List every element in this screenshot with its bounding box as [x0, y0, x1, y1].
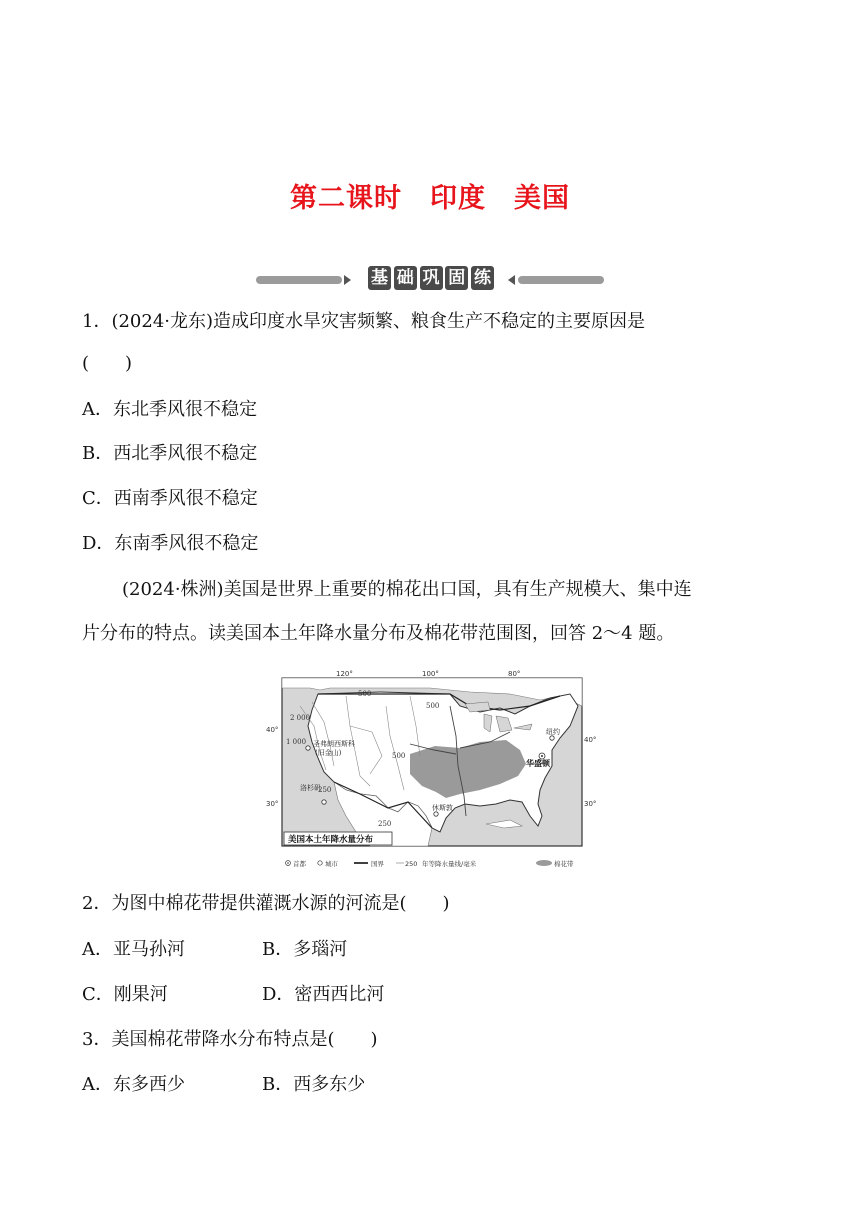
isohyet-label: 1 000 — [286, 738, 307, 746]
lat-label-30-right: 30° — [584, 800, 597, 808]
city-la-marker — [322, 800, 326, 804]
question-2-option-a: A．亚马孙河 — [82, 939, 185, 960]
question-2-option-d: D．密西西比河 — [262, 984, 385, 1005]
section-banner — [250, 266, 610, 294]
banner-left-bar — [256, 276, 342, 284]
question-1-option-c: C．西南季风很不稳定 — [82, 488, 258, 509]
city-houston-marker — [434, 812, 438, 816]
isohyet-label: 2 000 — [290, 714, 311, 722]
legend-capital-label: 首都 — [293, 860, 306, 868]
city-ny-label: 纽约 — [546, 728, 560, 736]
legend-isohyet-value: 250 — [405, 860, 418, 868]
map-caption: 美国本土年降水量分布 — [288, 835, 374, 845]
legend-city-icon — [318, 861, 322, 865]
lat-label-40-left: 40° — [266, 726, 279, 734]
legend-cotton-label: 棉花带 — [554, 860, 574, 868]
city-sf-marker — [306, 746, 310, 750]
isohyet-label: 500 — [426, 702, 440, 710]
usa-precipitation-map — [260, 666, 597, 876]
question-2-stem: 2．为图中棉花带提供灌溉水源的河流是( ) — [82, 893, 450, 914]
isohyet-label: 500 — [392, 752, 406, 760]
lon-label-80: 80° — [508, 670, 521, 678]
city-houston-label: 休斯敦 — [432, 804, 453, 812]
banner-badge — [368, 266, 494, 292]
lon-label-100: 100° — [422, 670, 439, 678]
question-1-option-d: D．东南季风很不稳定 — [82, 533, 259, 554]
question-1-option-b: B．西北季风很不稳定 — [82, 443, 258, 464]
lat-label-30-left: 30° — [266, 800, 279, 808]
banner-right-bar — [518, 276, 604, 284]
isohyet-label: 500 — [358, 690, 372, 698]
city-la-label: 洛杉矶 — [300, 784, 321, 792]
question-3-option-a: A．东多西少 — [82, 1074, 185, 1095]
banner-arrow-left-icon — [508, 275, 515, 285]
city-sf-label-2: (旧金山) — [315, 749, 342, 757]
passage-line-1: (2024·株洲)美国是世界上重要的棉花出口国，具有生产规模大、集中连 — [122, 579, 692, 600]
banner-char: 固 — [445, 266, 468, 290]
capital-dc-label: 华盛顿 — [526, 759, 550, 768]
isohyet-label: 250 — [378, 820, 392, 828]
legend-cotton-icon — [536, 860, 552, 866]
lon-label-120: 120° — [336, 670, 353, 678]
question-2-option-b: B．多瑙河 — [262, 939, 348, 960]
legend-isohyet-label: 年等降水量线/毫米 — [422, 860, 477, 868]
capital-dc-dot — [541, 755, 543, 757]
question-3-stem: 3．美国棉花带降水分布特点是( ) — [82, 1029, 378, 1050]
question-2-option-c: C．刚果河 — [82, 984, 168, 1005]
page-title: 第二课时 印度 美国 — [290, 183, 570, 214]
passage-line-2: 片分布的特点。读美国本土年降水量分布及棉花带范围图，回答 2～4 题。 — [82, 623, 675, 644]
lat-label-40-right: 40° — [584, 736, 597, 744]
city-ny-marker — [550, 736, 554, 740]
banner-char: 基 — [368, 266, 391, 290]
city-sf-label: 圣弗朗西斯科 — [313, 740, 355, 748]
map-legend — [286, 859, 574, 868]
legend-city-label: 城市 — [325, 860, 338, 868]
question-3-option-b: B．西多东少 — [262, 1074, 366, 1095]
isohyet-label: 250 — [318, 786, 332, 794]
legend-capital-dot — [287, 862, 289, 864]
legend-border-label: 国界 — [371, 860, 384, 868]
question-1-bracket: ( ) — [82, 353, 133, 374]
question-1-stem: 1．(2024·龙东)造成印度水旱灾害频繁、粮食生产不稳定的主要原因是 — [82, 311, 646, 332]
banner-char: 础 — [394, 266, 417, 290]
banner-char: 巩 — [420, 266, 443, 290]
banner-arrow-right-icon — [344, 275, 351, 285]
question-1-option-a: A．东北季风很不稳定 — [82, 399, 257, 420]
banner-char: 练 — [471, 266, 494, 290]
